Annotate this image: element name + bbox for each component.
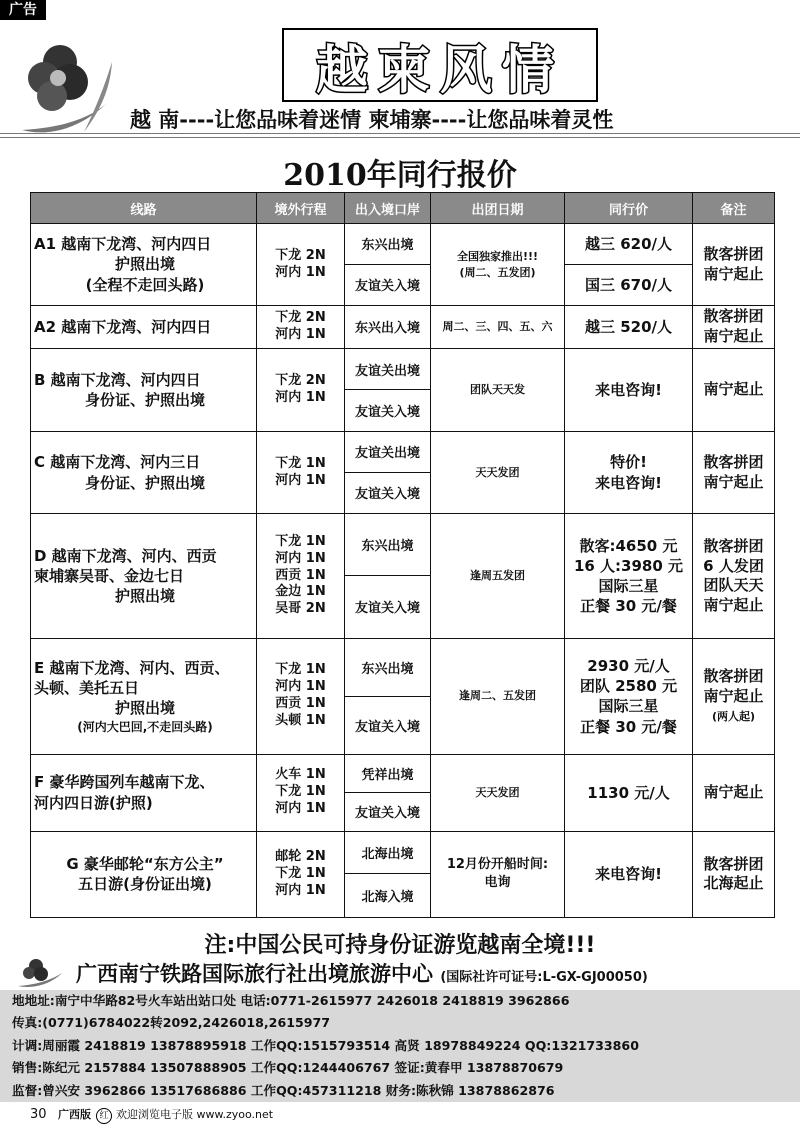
port-cell: 北海入境 <box>345 874 431 918</box>
header-price: 同行价 <box>565 193 693 224</box>
date-cell: 逢周五发团 <box>431 514 565 639</box>
port-cell: 东兴出境 <box>345 224 431 265</box>
price-cell: 2930 元/人 团队 2580 元 国际三星 正餐 30 元/餐 <box>565 638 693 754</box>
table-row <box>31 431 775 472</box>
footer <box>0 1104 800 1126</box>
note-cell: 散客拼团 南宁起止 <box>693 431 775 513</box>
contact-planner: 计调:周丽霞 2418819 13878895918 工作QQ:1515793514 高贤 18978849224 QQ:1321733860 <box>12 1037 639 1053</box>
stay-cell: 下龙 1N 河内 1N 西贡 1N 头顿 1N <box>257 638 345 754</box>
contact-panel <box>0 990 800 1102</box>
brand-title: 越柬风情 <box>315 40 564 101</box>
route-cell: D 越南下龙湾、河内、西贡 柬埔寨吴哥、金边七日 护照出境 <box>31 514 257 639</box>
price-cell: 1130 元/人 <box>565 754 693 831</box>
page-title: 2010年同行报价 <box>283 158 517 193</box>
port-cell: 友谊关入境 <box>345 576 431 639</box>
stay-cell: 下龙 1N 河内 1N <box>257 431 345 513</box>
date-cell: 天天发团 <box>431 754 565 831</box>
brand-banner <box>282 28 598 102</box>
table-row <box>31 754 775 793</box>
route-cell: E 越南下龙湾、河内、西贡、 头顿、美托五日 护照出境 (河内大巴回,不走回头路) <box>31 638 257 754</box>
table-row <box>31 348 775 390</box>
port-cell: 北海出境 <box>345 831 431 874</box>
website-link[interactable]: 欢迎浏览电子版 www.zyoo.net <box>116 1108 274 1121</box>
port-cell: 友谊关出境 <box>345 431 431 472</box>
note-cell: 南宁起止 <box>693 348 775 431</box>
page-number: 30 <box>30 1107 47 1122</box>
port-cell: 友谊关入境 <box>345 472 431 514</box>
price-cell: 散客:4650 元 16 人:3980 元 国际三星 正餐 30 元/餐 <box>565 514 693 639</box>
port-cell: 东兴出境 <box>345 638 431 696</box>
edition-label: 广西版 <box>58 1108 91 1121</box>
date-cell: 全国独家推出!!! (周二、五发团) <box>431 224 565 306</box>
port-cell: 友谊关入境 <box>345 793 431 832</box>
port-cell: 东兴出境 <box>345 514 431 576</box>
header-route: 线路 <box>31 193 257 224</box>
header-date: 出团日期 <box>431 193 565 224</box>
table-row <box>31 306 775 349</box>
price-cell: 国三 670/人 <box>565 264 693 306</box>
note-cell: 散客拼团 南宁起止 <box>693 224 775 306</box>
route-cell: G 豪华邮轮“东方公主” 五日游(身份证出境) <box>31 831 257 917</box>
route-cell: A2 越南下龙湾、河内四日 <box>31 306 257 349</box>
price-cell: 越三 620/人 <box>565 224 693 265</box>
contact-supervisor: 监督:曾兴安 3962866 13517686886 工作QQ:457311218 财务:陈秋锦 13878862876 <box>12 1082 555 1098</box>
agency-name: 广西南宁铁路国际旅行社出境旅游中心 (国际社许可证号:L-GX-GJ00050) <box>76 962 648 986</box>
flower-small-logo-icon <box>16 955 68 989</box>
contact-address: 地地址:南宁中华路82号火车站出站口处 电话:0771-2615977 2426018 2418819 3962866 <box>12 993 570 1008</box>
stay-cell: 下龙 2N 河内 1N <box>257 348 345 431</box>
header-note: 备注 <box>693 193 775 224</box>
note-cell: 散客拼团 南宁起止 <box>693 306 775 349</box>
price-cell: 来电咨询! <box>565 348 693 431</box>
header-stay: 境外行程 <box>257 193 345 224</box>
divider <box>0 133 800 134</box>
divider <box>0 137 800 138</box>
slogan: 越 南----让您品味着迷情 柬埔寨----让您品味着灵性 <box>130 108 614 132</box>
price-cell: 来电咨询! <box>565 831 693 917</box>
port-cell: 东兴出入境 <box>345 306 431 349</box>
stay-cell: 邮轮 2N 下龙 1N 河内 1N <box>257 831 345 917</box>
stay-cell: 下龙 1N 河内 1N 西贡 1N 金边 1N 吴哥 2N <box>257 514 345 639</box>
table-row <box>31 514 775 576</box>
table-row <box>31 224 775 265</box>
port-cell: 凭祥出境 <box>345 754 431 793</box>
table-row <box>31 638 775 696</box>
stay-cell: 下龙 2N 河内 1N <box>257 306 345 349</box>
note-cell: 散客拼团 北海起止 <box>693 831 775 917</box>
table-row <box>31 831 775 874</box>
port-cell: 友谊关入境 <box>345 696 431 754</box>
note-cell: 散客拼团 南宁起止 (两人起) <box>693 638 775 754</box>
route-cell: B 越南下龙湾、河内四日 身份证、护照出境 <box>31 348 257 431</box>
date-cell: 12月份开船时间: 电询 <box>431 831 565 917</box>
date-cell: 逢周二、五发团 <box>431 638 565 754</box>
note-cell: 南宁起止 <box>693 754 775 831</box>
header-port: 出入境口岸 <box>345 193 431 224</box>
ad-tag: 广告 <box>0 0 46 20</box>
port-cell: 友谊关入境 <box>345 264 431 306</box>
date-cell: 周二、三、四、五、六 <box>431 306 565 349</box>
date-cell: 团队天天发 <box>431 348 565 431</box>
hong-badge-icon: 红 <box>96 1108 112 1124</box>
route-cell: C 越南下龙湾、河内三日 身份证、护照出境 <box>31 431 257 513</box>
contact-sales: 销售:陈纪元 2157884 13507888905 工作QQ:1244406767 签证:黄春甲 13878870679 <box>12 1060 564 1076</box>
table-header-row <box>31 193 775 224</box>
stay-cell: 下龙 2N 河内 1N <box>257 224 345 306</box>
route-cell: A1 越南下龙湾、河内四日 护照出境 (全程不走回头路) <box>31 224 257 306</box>
port-cell: 友谊关入境 <box>345 390 431 432</box>
note-cell: 散客拼团 6 人发团 团队天天 南宁起止 <box>693 514 775 639</box>
date-cell: 天天发团 <box>431 431 565 513</box>
flower-logo-icon <box>14 32 124 140</box>
contact-fax: 传真:(0771)6784022转2092,2426018,2615977 <box>12 1015 331 1031</box>
license-number: (国际社许可证号:L-GX-GJ00050) <box>440 970 648 985</box>
stay-cell: 火车 1N 下龙 1N 河内 1N <box>257 754 345 831</box>
price-cell: 特价! 来电咨询! <box>565 431 693 513</box>
price-table <box>30 192 775 918</box>
route-cell: F 豪华跨国列车越南下龙、 河内四日游(护照) <box>31 754 257 831</box>
port-cell: 友谊关出境 <box>345 348 431 390</box>
notice-text: 注:中国公民可持身份证游览越南全境!!! <box>204 933 596 958</box>
price-cell: 越三 520/人 <box>565 306 693 349</box>
